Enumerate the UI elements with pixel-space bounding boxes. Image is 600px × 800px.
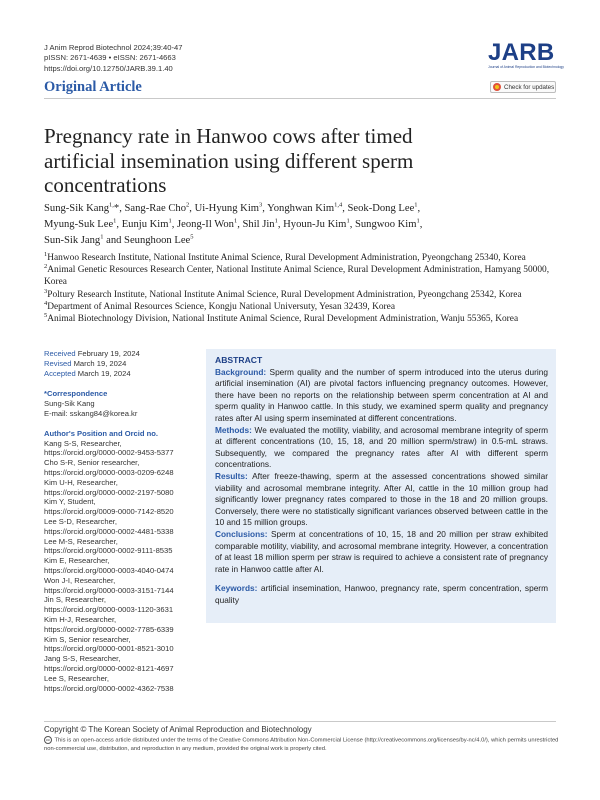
affiliation: $^1$Hanwoo Research Institute, National Institute Animal Science, Rural Development Administration, Pyeongchang 25340, Korea — [44, 250, 526, 263]
affiliation: $^4$Department of Animal Resources Science, Kongju National Universuty, Yesan 32439, Korea — [44, 299, 396, 312]
results-text: After freeze-thawing, sperm at the assessed concentrations showed similar viability and acrosomal membrane integrity. After AI, cattle in the 10 million group had significantly lower pregnancy rates compared to those in the 18 and 20 million groups. Conversely, there were no statistically significant variances observed between cattle in the 10 and 15 million groups. — [215, 470, 548, 528]
correspondence-name: Sung-Sik Kang — [44, 399, 95, 409]
orcid-author: Lee M-S, Researcher, — [44, 536, 118, 546]
orcid-link[interactable]: https://orcid.org/0000-0002-2197-5080 — [44, 487, 174, 497]
article-type: Original Article — [44, 79, 142, 95]
orcid-link[interactable]: https://orcid.org/0009-0000-7142-8520 — [44, 507, 174, 517]
revised-label: Revised — [44, 358, 72, 368]
creative-commons-icon: cc — [46, 737, 50, 742]
accepted-date: March 19, 2024 — [77, 368, 131, 378]
orcid-author: Lee S, Researcher, — [44, 673, 110, 683]
journal-doi-link[interactable]: https://doi.org/10.12750/JARB.39.1.40 — [44, 63, 173, 73]
keywords-text: artificial insemination, Hanwoo, pregnancy rate, sperm concentration, sperm quality — [215, 583, 548, 605]
orcid-link[interactable]: https://orcid.org/0000-0002-9111-8535 — [44, 546, 173, 556]
affiliation: $^2$Animal Genetic Resources Research Center, National Institute Animal Science, Rural Development Administration, Hamyang 50000, Korea — [44, 263, 550, 288]
orcid-author: Kim H-J, Researcher, — [44, 614, 117, 624]
license-text: This is an open-access article distributed under the terms of the Creative Commons Attribution Non-Commercial License (http://creativecommons.org/licenses/by-nc/4.0/), which permits unrestricted non-commercial use, distribution, and reproduction in any medium, provided the original work is properly cited. — [44, 737, 559, 752]
affiliation-list — [44, 252, 559, 325]
revised-date: March 19, 2024 — [73, 358, 127, 368]
orcid-link[interactable]: https://orcid.org/0000-0002-8121-4697 — [44, 663, 174, 673]
orcid-author: Kim Y, Student, — [44, 497, 96, 507]
orcid-heading: Author's Position and Orcid no. — [44, 428, 159, 438]
background-text: Sperm quality and the number of sperm introduced into the uterus during artificial insemination (AI) are pivotal factors influencing pregnancy outcomes. However, there have been no reports on the relationship between sperm concentration at AI and sperm quality in Hanwoo cattle. In this study, we examined sperm quality and pregnancy rates after AI using sperm inseminated at different concentrations. — [215, 366, 548, 423]
orcid-link[interactable]: https://orcid.org/0000-0002-9453-5377 — [44, 448, 174, 458]
abstract-box — [206, 349, 556, 623]
abstract-results — [215, 471, 548, 529]
journal-logo — [488, 39, 564, 70]
orcid-list — [44, 439, 194, 694]
orcid-link[interactable]: https://orcid.org/0000-0003-3151-7144 — [44, 585, 174, 595]
orcid-author: Jin S, Researcher, — [44, 595, 107, 605]
keywords-label: Keywords: — [215, 583, 258, 594]
received-label: Received — [44, 349, 76, 358]
abstract-keywords — [215, 583, 548, 606]
affiliation: $^5$Animal Biotechnology Division, National Institute Animal Science, Rural Development Administration, Wanju 55365, Korea — [44, 311, 519, 325]
conclusions-text: Sperm at concentrations of 10, 15, 18 and 20 million per straw exhibited comparable motility, viability, and acrosomal membrane integrity. However, a concentration of at least 18 million sperm per straw is required to achieve a consistent rate of pregnancy rate in Hanwoo cattle after AI. — [215, 528, 548, 574]
title-line: artificial insemination using different sperm — [44, 148, 414, 173]
orcid-link[interactable]: https://orcid.org/0000-0002-4481-5338 — [44, 526, 174, 536]
journal-logo-subtitle: Journal of Animal Reproduction and Biotechnology — [488, 65, 564, 69]
author-line: Sun-Sik Jang$^1$ and Seunghoon Lee$^5$ — [44, 233, 194, 246]
crossmark-icon — [493, 83, 501, 91]
footer-divider — [44, 721, 556, 722]
orcid-author: Cho S-R, Senior researcher, — [44, 458, 140, 468]
methods-label: Methods: — [215, 424, 252, 435]
orcid-link[interactable]: https://orcid.org/0000-0003-1120-3631 — [44, 605, 174, 615]
license-notice — [44, 736, 560, 753]
affiliation: $^3$Poltury Research Institute, National Institute Animal Science, Rural Development Administration, Pyeongchang 25342, Korea — [44, 287, 522, 300]
orcid-link[interactable]: https://orcid.org/0000-0002-7785-6339 — [44, 624, 174, 634]
orcid-author: Kang S-S, Researcher, — [44, 438, 122, 448]
article-title — [44, 124, 544, 198]
author-line: Sung-Sik Kang$^{1,}$*, Sang-Rae Cho$^2$, Ui-Hyung Kim$^3$, Yonghwan Kim$^{1,4}$, Seok-Dong Lee$^1$, — [44, 201, 421, 214]
header-divider — [44, 98, 556, 99]
orcid-author: Kim E, Researcher, — [44, 556, 110, 566]
abstract-conclusions — [215, 529, 548, 575]
conclusions-label: Conclusions: — [215, 528, 268, 539]
abstract-background — [215, 367, 548, 425]
orcid-link[interactable]: https://orcid.org/0000-0003-4040-0474 — [44, 565, 174, 575]
check-for-updates-button[interactable] — [490, 81, 556, 93]
orcid-author: Jang S-S, Researcher, — [44, 654, 121, 664]
journal-issn: pISSN: 2671-4639 • eISSN: 2671-4663 — [44, 53, 176, 63]
orcid-author: Kim U-H, Researcher, — [44, 477, 118, 487]
article-dates — [44, 349, 194, 378]
orcid-author: Won J-I, Researcher, — [44, 575, 116, 585]
orcid-author: Lee S-D, Researcher, — [44, 516, 118, 526]
title-line: concentrations — [44, 173, 167, 197]
copyright-notice: Copyright © The Korean Society of Animal Reproduction and Biotechnology — [44, 725, 312, 734]
orcid-link[interactable]: https://orcid.org/0000-0003-0209-6248 — [44, 467, 174, 477]
author-list — [44, 201, 556, 249]
background-label: Background: — [215, 366, 267, 377]
journal-citation: J Anim Reprod Biotechnol 2024;39:40-47 — [44, 43, 183, 52]
orcid-link[interactable]: https://orcid.org/0000-0001-8521-3010 — [44, 644, 174, 654]
journal-meta — [44, 43, 182, 74]
journal-logo-text: JARB — [488, 39, 555, 66]
methods-text: We evaluated the motility, viability, and acrosomal membrane integrity of sperm at different concentrations (10, 15, 18, and 20 million sperm/straw) in 0.5-mL straws. Subsequently, we compared the pregnancy rates after AI with different sperm concentrations. — [215, 424, 548, 470]
orcid-link[interactable]: https://orcid.org/0000-0002-4362-7538 — [44, 683, 174, 693]
correspondence-email[interactable]: E-mail: sskang84@korea.kr — [44, 408, 138, 418]
check-for-updates-label: Check for updates — [504, 83, 555, 91]
author-line: Myung-Suk Lee$^1$, Eunju Kim$^1$, Jeong-Il Won$^1$, Shil Jin$^1$, Hyoun-Ju Kim$^1$, Sungwoo Kim$^1$, — [44, 217, 423, 230]
article-sidebar — [44, 349, 194, 693]
results-label: Results: — [215, 470, 248, 481]
title-line: Pregnancy rate in Hanwoo cows after timed — [44, 124, 413, 148]
accepted-label: Accepted — [44, 368, 76, 378]
abstract-heading: ABSTRACT — [215, 355, 263, 365]
abstract-methods — [215, 425, 548, 471]
correspondence-heading: *Correspondence — [44, 389, 108, 399]
orcid-author: Kim S, Senior researcher, — [44, 634, 131, 644]
received-date: February 19, 2024 — [77, 349, 140, 358]
